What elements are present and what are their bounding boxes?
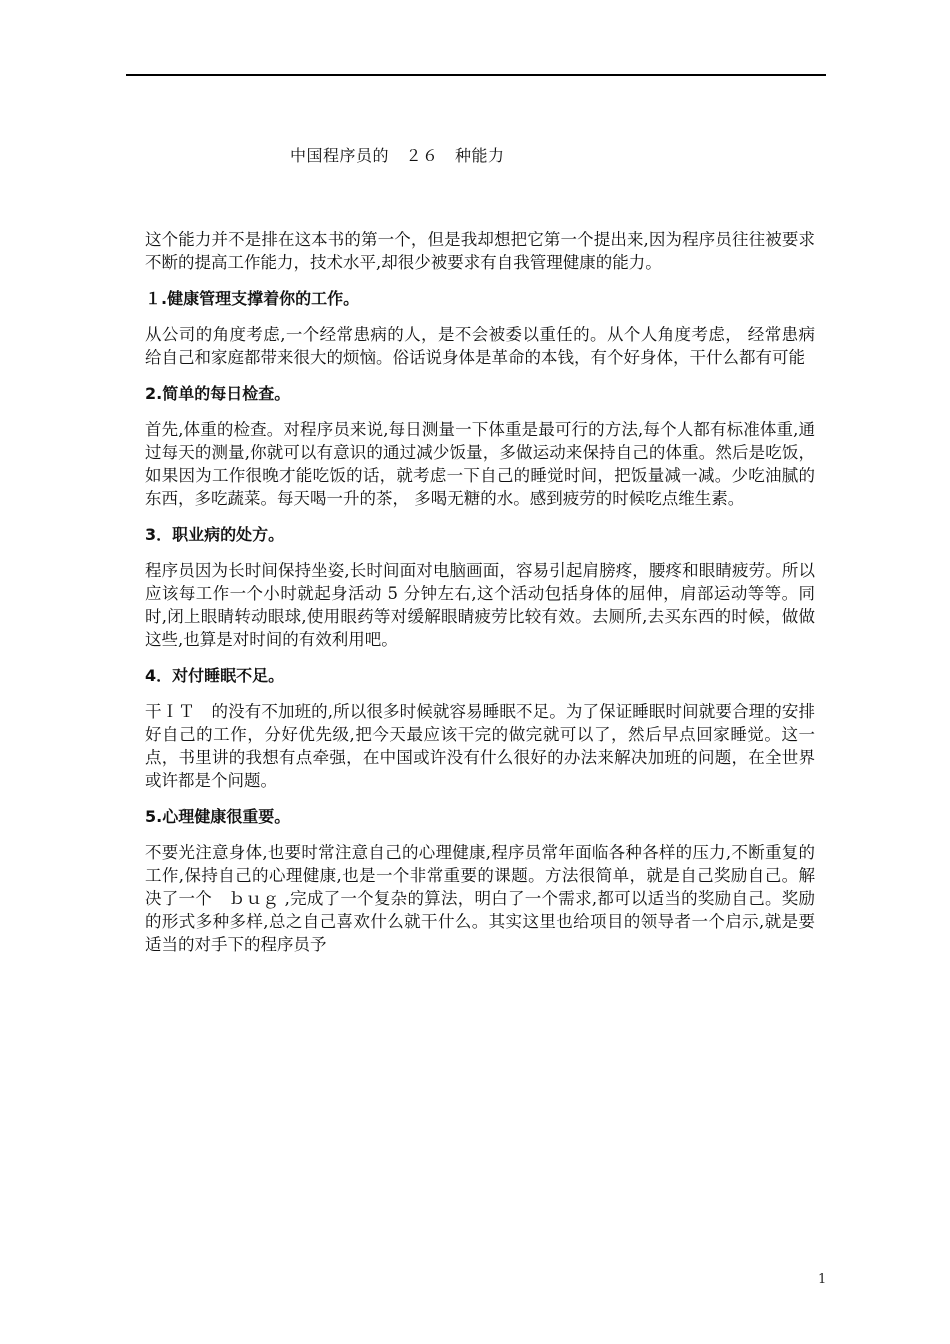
section-body-2: 首先,体重的检查。对程序员来说,每日测量一下体重是最可行的方法,每个人都有标准体重,通过每天的测量,你就可以有意识的通过减少饭量，多做运动来保持自己的体重。然后是吃饭，如果因为工作很晚才能吃饭的话，就考虑一下自己的睡觉时间，把饭量减一减。少吃油腻的东西，多吃蔬菜。每天喝一升的茶， 多喝无糖的水。感到疲劳的时候吃点维生素。 — [145, 420, 815, 508]
section-heading-3: 3．职业病的处方。 — [145, 525, 285, 544]
section-body-5: 不要光注意身体,也要时常注意自己的心理健康,程序员常年面临各种各样的压力,不断重复的工作,保持自己的心理健康,也是一个非常重要的课题。方法很简单，就是自己奖励自己。解决了一个 ｂｕｇ ,完成了一个复杂的算法，明白了一个需求,都可以适当的奖励自己。奖励的形式多种多样,总之自己喜欢什么就干什么。其实这里也给项目的领导者一个启示,就是要适当的对手下的程序员予 — [145, 843, 815, 954]
document-body — [145, 228, 815, 956]
section-heading-1: １.健康管理支撑着你的工作。 — [145, 289, 360, 308]
page-number: 1 — [818, 1272, 827, 1287]
section-body-1: 从公司的角度考虑,一个经常患病的人，是不会被委以重任的。从个人角度考虑， 经常患病给自己和家庭都带来很大的烦恼。俗话说身体是革命的本钱，有个好身体，干什么都有可能 — [145, 325, 815, 367]
section-heading-2: 2.简单的每日检查。 — [145, 384, 291, 403]
section-heading-5: 5.心理健康很重要。 — [145, 807, 291, 826]
document-title: 中国程序员的 ２６ 种能力 — [290, 146, 505, 165]
intro-paragraph: 这个能力并不是排在这本书的第一个，但是我却想把它第一个提出来,因为程序员往往被要求不断的提高工作能力，技术水平,却很少被要求有自我管理健康的能力。 — [145, 230, 815, 272]
section-body-3: 程序员因为长时间保持坐姿,长时间面对电脑画面，容易引起肩膀疼，腰疼和眼睛疲劳。所以应该每工作一个小时就起身活动 5 分钟左右,这个活动包括身体的屈伸，肩部运动等等。同时,闭上眼睛转动眼球,使用眼药等对缓解眼睛疲劳比较有效。去厕所,去买东西的时候，做做这些,也算是对时间的有效利用吧。 — [145, 561, 815, 649]
section-body-4: 干ＩＴ 的没有不加班的,所以很多时候就容易睡眠不足。为了保证睡眠时间就要合理的安排好自己的工作，分好优先级,把今天最应该干完的做完就可以了，然后早点回家睡觉。这一点，书里讲的我想有点牵强，在中国或许没有什么很好的办法来解决加班的问题，在全世界或许都是个问题。 — [145, 702, 815, 790]
header-rule — [126, 74, 826, 76]
section-heading-4: 4．对付睡眠不足。 — [145, 666, 285, 685]
